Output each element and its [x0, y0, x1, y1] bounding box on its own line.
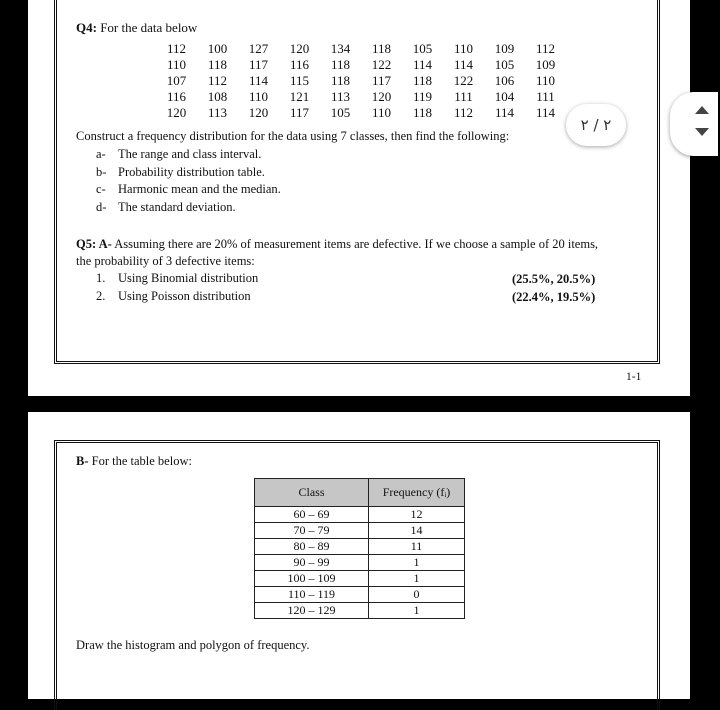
page-indicator: ٢ / ٢	[566, 104, 626, 146]
table-row	[255, 587, 465, 603]
table-cell: 105	[494, 57, 515, 72]
table-cell: 111	[454, 89, 473, 104]
table-cell: 110	[166, 57, 187, 72]
table-cell: 110	[535, 73, 556, 88]
table-row	[156, 41, 566, 57]
table-cell: 114	[535, 105, 556, 120]
table-row	[156, 89, 566, 105]
table-row	[156, 105, 566, 121]
table-cell: 121	[289, 89, 310, 104]
table-cell: 127	[248, 41, 269, 56]
table-row	[255, 523, 465, 539]
table-cell: 120	[248, 105, 269, 120]
class-cell: 60 – 69	[255, 507, 369, 523]
table-cell: 112	[207, 73, 228, 88]
q4-data-table	[156, 41, 566, 121]
class-cell: 120 – 129	[255, 603, 369, 619]
table-cell: 119	[412, 89, 433, 104]
table-cell: 114	[248, 73, 269, 88]
triangle-down-icon[interactable]	[695, 128, 709, 136]
list-item: a- The range and class interval.	[96, 147, 262, 161]
list-item: c- Harmonic mean and the median.	[96, 182, 281, 196]
table-cell: 117	[289, 105, 310, 120]
frequency-cell: 11	[369, 539, 465, 555]
table-cell: 116	[289, 57, 310, 72]
table-row	[255, 507, 465, 523]
table-cell: 118	[412, 105, 433, 120]
triangle-up-icon[interactable]	[695, 106, 709, 114]
table-cell: 105	[412, 41, 433, 56]
table-cell: 114	[412, 57, 433, 72]
q5-answer-2: (22.4%, 19.5%)	[512, 290, 596, 304]
frequency-cell: 0	[369, 587, 465, 603]
table-row	[255, 603, 465, 619]
table-cell: 134	[330, 41, 351, 56]
frequency-table	[254, 478, 465, 619]
q4-heading	[76, 20, 197, 36]
q5-line-2: the probability of 3 defective items:	[76, 254, 255, 268]
table-cell: 112	[535, 41, 556, 56]
table-cell: 100	[207, 41, 228, 56]
table-cell: 118	[412, 73, 433, 88]
table-cell: 120	[371, 89, 392, 104]
table-row	[156, 57, 566, 73]
table-cell: 114	[453, 57, 474, 72]
column-header-frequency: Frequency (fᵢ)	[369, 479, 465, 507]
table-cell: 120	[289, 41, 310, 56]
list-item: 2. Using Poisson distribution	[96, 288, 251, 303]
table-cell: 112	[453, 105, 474, 120]
part-b-heading: B- For the table below:	[76, 454, 192, 468]
table-cell: 113	[330, 89, 351, 104]
table-cell: 117	[371, 73, 392, 88]
table-cell: 116	[166, 89, 187, 104]
table-cell: 110	[453, 41, 474, 56]
table-cell: 109	[494, 41, 515, 56]
table-cell: 107	[166, 73, 187, 88]
frequency-cell: 1	[369, 571, 465, 587]
q5-label: Q5: A-	[76, 237, 112, 251]
table-cell: 122	[453, 73, 474, 88]
class-cell: 110 – 119	[255, 587, 369, 603]
table-cell: 108	[207, 89, 228, 104]
table-cell: 109	[535, 57, 556, 72]
class-cell: 80 – 89	[255, 539, 369, 555]
frequency-cell: 12	[369, 507, 465, 523]
class-cell: 90 – 99	[255, 555, 369, 571]
list-item: 1. Using Binomial distribution	[96, 271, 259, 285]
table-cell: 118	[330, 73, 351, 88]
table-row	[255, 571, 465, 587]
frequency-cell: 1	[369, 555, 465, 571]
document-page-2	[28, 412, 690, 699]
table-cell: 120	[166, 105, 187, 120]
table-cell: 115	[289, 73, 310, 88]
q5-item-list	[96, 270, 258, 305]
table-cell: 114	[494, 105, 515, 120]
table-cell: 118	[371, 41, 392, 56]
table-cell: 118	[207, 57, 228, 72]
document-page-1	[28, 0, 690, 396]
q5-line-1: Q5: A- Assuming there are 20% of measurement items are defective. If we choose a sample of 20 items,	[76, 237, 599, 251]
class-cell: 70 – 79	[255, 523, 369, 539]
table-cell: 113	[207, 105, 228, 120]
column-header-class: Class	[255, 479, 369, 507]
table-cell: 104	[494, 89, 515, 104]
q5-answer-1: (25.5%, 20.5%)	[512, 272, 596, 286]
class-cell: 100 – 109	[255, 571, 369, 587]
part-b-instruction: Draw the histogram and polygon of frequency.	[76, 638, 310, 652]
frequency-cell: 14	[369, 523, 465, 539]
page-navigation-control[interactable]	[670, 92, 718, 156]
q4-label: Q4:	[76, 20, 97, 35]
table-cell: 110	[371, 105, 392, 120]
table-cell: 106	[494, 73, 515, 88]
table-row	[255, 555, 465, 571]
table-cell: 118	[330, 57, 351, 72]
q4-item-list	[96, 146, 281, 216]
table-cell: 111	[536, 89, 555, 104]
table-cell: 105	[330, 105, 351, 120]
frequency-cell: 1	[369, 603, 465, 619]
table-cell: 122	[371, 57, 392, 72]
table-row	[255, 539, 465, 555]
list-item: b- Probability distribution table.	[96, 164, 265, 179]
list-item: d- The standard deviation.	[96, 199, 236, 214]
page-footer-number: 1-1	[626, 371, 642, 383]
table-cell: 112	[166, 41, 187, 56]
table-cell: 117	[248, 57, 269, 72]
q4-heading-text: For the data below	[100, 20, 198, 35]
table-cell: 110	[248, 89, 269, 104]
part-b-label: B-	[76, 454, 89, 468]
table-row	[156, 73, 566, 89]
q4-instruction: Construct a frequency distribution for the data using 7 classes, then find the following:	[76, 129, 510, 143]
